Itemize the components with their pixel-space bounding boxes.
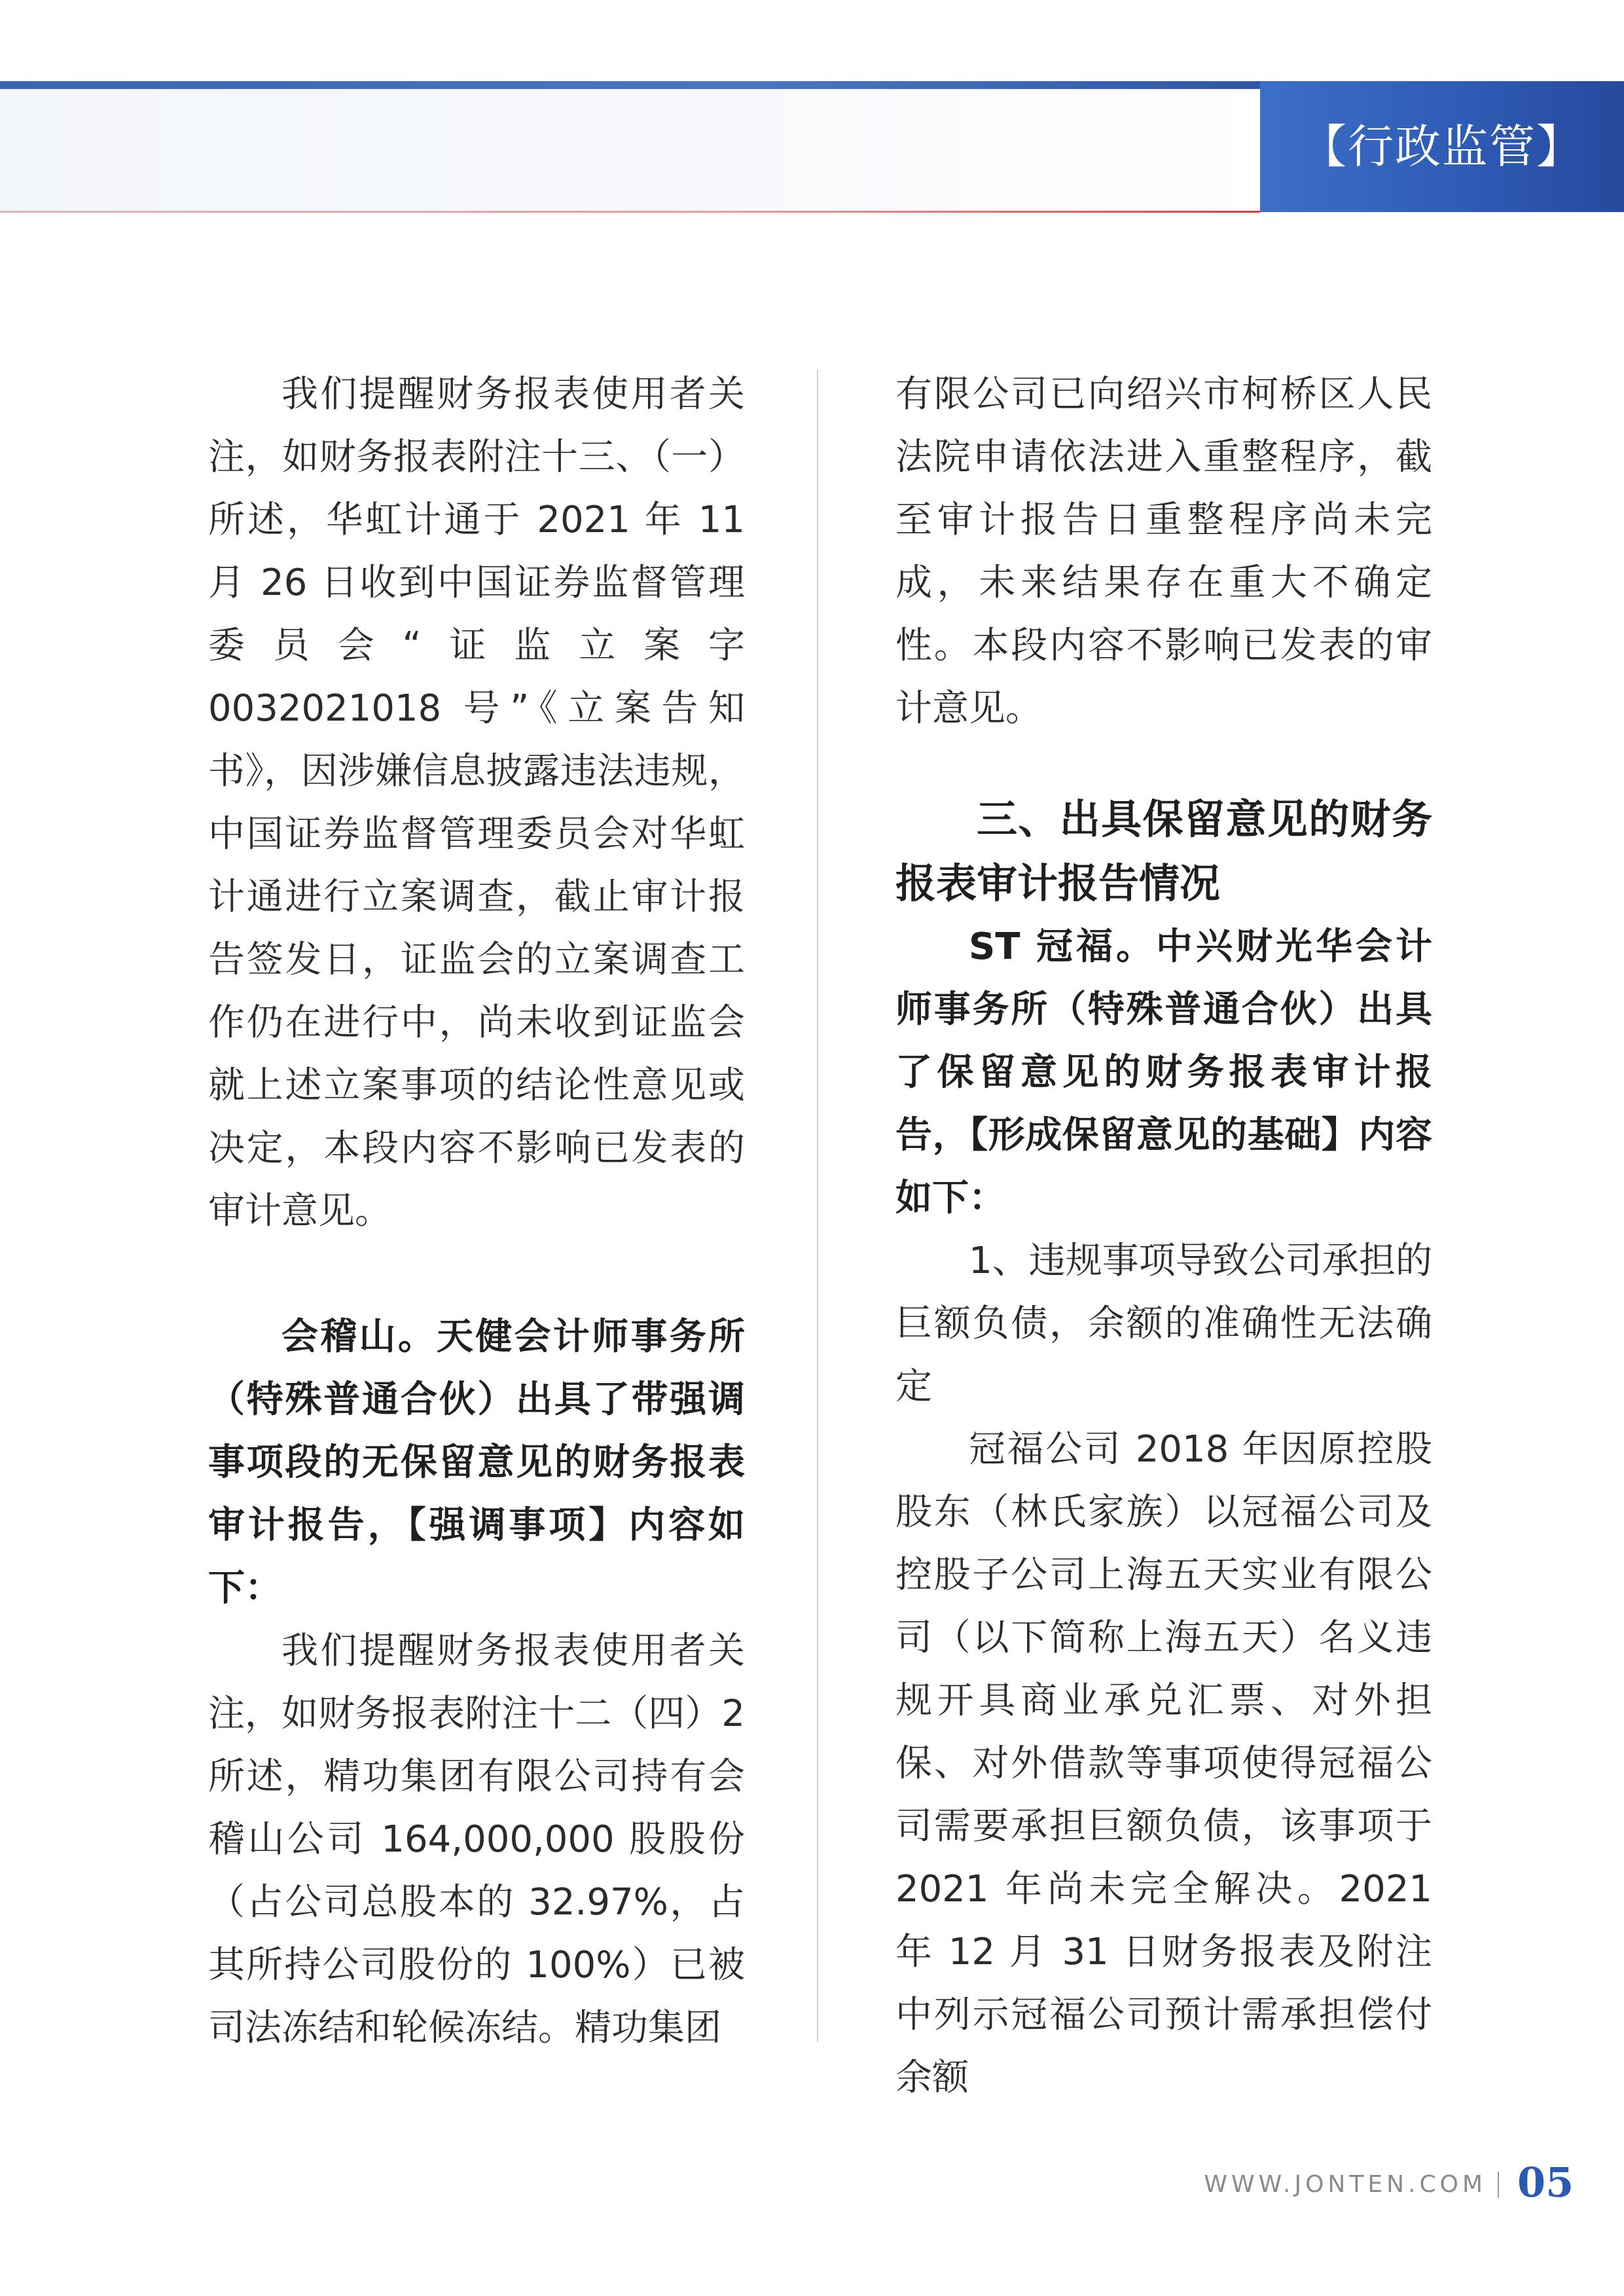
left-paragraph-2: 我们提醒财务报表使用者关注，如财务报表附注十二（四）2 所述，精功集团有限公司持有会稽山公司 164,000,000 股股份（占公司总股本的 32.97%，占其所持公司股份的 100%）已被司法冻结和轮候冻结。精功集团 (208, 1630, 745, 2049)
section-title: 三、出具保留意见的财务报表审计报告情况 (895, 795, 1432, 907)
right-bold-heading: ST 冠福。中兴财光华会计师事务所（特殊普通合伙）出具了保留意见的财务报表审计报告，【形成保留意见的基础】内容如下： (895, 925, 1432, 1219)
section-tab: 【行政监管】 (1260, 81, 1624, 212)
header-band (0, 89, 1260, 212)
right-column (895, 363, 1432, 2109)
left-paragraph-1: 我们提醒财务报表使用者关注，如财务报表附注十三、（一）所述，华虹计通于 2021 年 11 月 26 日收到中国证券监督管理委员会“证监立案字 0032021018 号”《立案告知书》，因涉嫌信息披露违法违规，中国证券监督管理委员会对华虹计通进行立案调查，截止审计报告签发日，证监会的立案调查工作仍在进行中，尚未收到证监会就上述立案事项的结论性意见或决定，本段内容不影响已发表的审计意见。 (208, 373, 745, 1232)
footer-url: WWW.JONTEN.COM (1204, 2171, 1487, 2198)
left-bold-heading: 会稽山。天健会计师事务所（特殊普通合伙）出具了带强调事项段的无保留意见的财务报表审计报告，【强调事项】内容如下： (208, 1316, 745, 1609)
page-number: 05 (1517, 2159, 1574, 2206)
header-bottom-rule (0, 211, 1260, 213)
right-paragraph-1: 有限公司已向绍兴市柯桥区人民法院申请依法进入重整程序，截至审计报告日重整程序尚未完成，未来结果存在重大不确定性。本段内容不影响已发表的审计意见。 (895, 373, 1432, 730)
header-top-rule (0, 81, 1260, 89)
item-1: 1、违规事项导致公司承担的巨额负债，余额的准确性无法确定 (895, 1240, 1432, 1408)
footer-separator (1498, 2172, 1499, 2198)
right-paragraph-2: 冠福公司 2018 年因原控股股东（林氏家族）以冠福公司及控股子公司上海五天实业有限公司（以下简称上海五天）名义违规开具商业承兑汇票、对外担保、对外借款等事项使得冠福公司需要承担巨额负债，该事项于 2021 年尚未完全解决。2021 年 12 月 31 日财务报表及附注中列示冠福公司预计需承担偿付余额 (895, 1428, 1432, 2099)
left-column (208, 363, 745, 2060)
column-divider (817, 370, 818, 2042)
